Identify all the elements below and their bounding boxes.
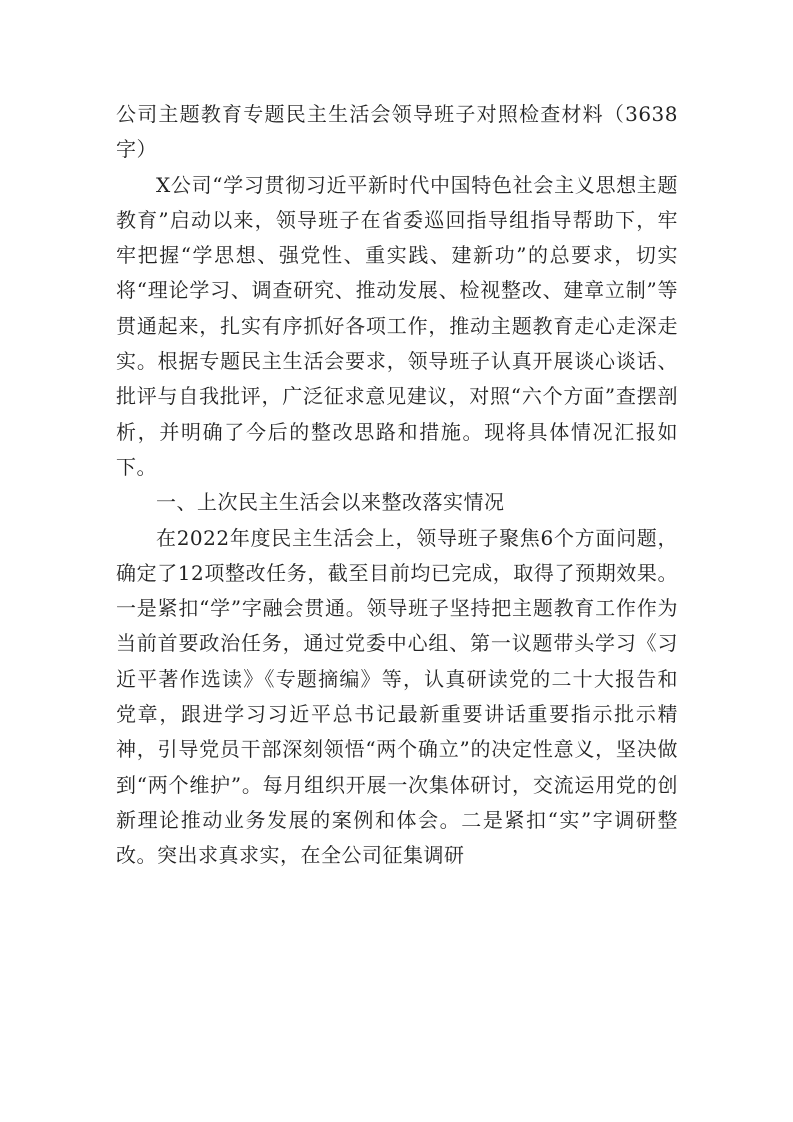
section-paragraph: 在2022年度民主生活会上，领导班子聚焦6个方面问题，确定了12项整改任务，截至目前均已完成，取得了预期效果。一是紧扣“学”字融会贯通。领导班子坚持把主题教育工作作为当前首要政治任务，通过党委中心组、第一议题带头学习《习近平著作选读》《专题摘编》等，认真研读党的二十大报告和党章，跟进学习习近平总书记最新重要讲话重要指示批示精神，引导党员干部深刻领悟“两个确立”的决定性意义，坚决做到“两个维护”。每月组织开展一次集体研讨，交流运用党的创新理论推动业务发展的案例和体会。二是紧扣“实”字调研整改。突出求真求实，在全公司征集调研: [116, 525, 678, 868]
section-heading: 一、上次民主生活会以来整改落实情况: [156, 490, 505, 515]
intro-paragraph: X公司“学习贯彻习近平新时代中国特色社会主义思想主题教育”启动以来，领导班子在省委巡回指导组指导帮助下，牢牢把握“学思想、强党性、重实践、建新功”的总要求，切实将“理论学习、调查研究、推动发展、检视整改、建章立制”等贯通起来，扎实有序抓好各项工作，推动主题教育走心走深走实。根据专题民主生活会要求，领导班子认真开展谈心谈话、批评与自我批评，广泛征求意见建议，对照“六个方面”查摆剖析，并明确了今后的整改思路和措施。现将具体情况汇报如下。: [116, 172, 678, 479]
document-page: [116, 97, 678, 874]
document-title: 公司主题教育专题民主生活会领导班子对照检查材料（3638字）: [116, 102, 678, 162]
